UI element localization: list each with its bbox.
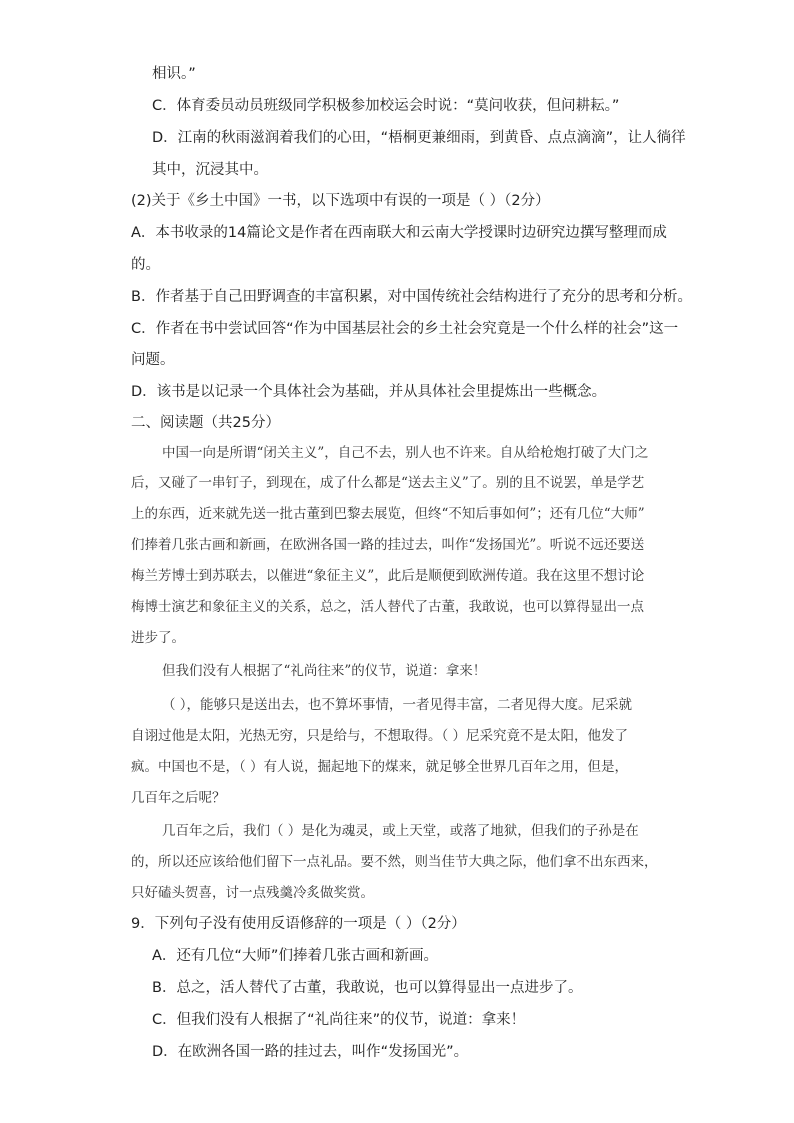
q9-option-a: A．还有几位“大师”们捧着几张古画和新画。 xyxy=(152,948,438,964)
passage-line: 疯。中国也不是，（ ）有人说，掘起地下的煤来，就足够全世界几百年之用，但是， xyxy=(131,759,629,775)
passage-line: 的，所以还应该给他们留下一点礼品。要不然，则当佳节大典之际，他们拿不出东西来， xyxy=(131,854,658,870)
passage-line: 但我们没有人根据了“礼尚往来”的仪节，说道：拿来！ xyxy=(162,663,487,679)
q2-option-b: B．作者基于自己田野调查的丰富积累，对中国传统社会结构进行了充分的思考和分析。 xyxy=(131,289,692,305)
option-c-prev-end: 相识。” xyxy=(152,66,196,82)
passage-line: 梅博士演艺和象征主义的关系，总之，活人替代了古董，我敢说，也可以算得显出一点 xyxy=(131,599,644,615)
question-2-stem: (2)关于《乡土中国》一书，以下选项中有误的一项是（ ）（2分） xyxy=(131,193,550,209)
passage-line: 们捧着几张古画和新画，在欧洲各国一路的挂过去，叫作“发扬国光”。听说不远还要送 xyxy=(131,537,645,553)
passage-line: 上的东西，近来就先送一批古董到巴黎去展览，但终“不知后事如何”；还有几位“大师” xyxy=(131,506,645,522)
passage-line: 梅兰芳博士到苏联去，以催进“象征主义”，此后是顺便到欧洲传道。我在这里不想讨论 xyxy=(131,568,645,584)
passage-line: 几百年之后，我们（ ）是化为魂灵，或上天堂，或落了地狱，但我们的子孙是在 xyxy=(162,823,639,839)
option-c: C．体育委员动员班级同学积极参加校运会时说：“莫问收获，但问耕耘。” xyxy=(152,98,620,114)
option-d-line1: D．江南的秋雨滋润着我们的心田，“梧桐更兼细雨，到黄昏、点点滴滴”，让人徜徉 xyxy=(152,130,686,146)
q2-option-a-line2: 的。 xyxy=(131,257,160,273)
passage-line: （ ），能够只是送出去，也不算坏事情，一者见得丰富，二者见得大度。尼采就 xyxy=(162,697,633,713)
q2-option-c-line2: 问题。 xyxy=(131,352,175,368)
q9-option-b: B．总之，活人替代了古董，我敢说，也可以算得显出一点进步了。 xyxy=(152,980,583,996)
q9-option-c: C．但我们没有人根据了“礼尚往来”的仪节，说道：拿来！ xyxy=(152,1012,526,1028)
q9-option-d: D．在欧洲各国一路的挂过去，叫作“发扬国光”。 xyxy=(152,1044,469,1060)
passage-line: 后，又碰了一串钉子，到现在，成了什么都是“送去主义”了。别的且不说罢，单是学艺 xyxy=(131,475,645,491)
option-d-line2: 其中，沉浸其中。 xyxy=(152,162,268,178)
passage-line: 自诩过他是太阳，光热无穷，只是给与，不想取得。（ ）尼采究竟不是太阳，他发了 xyxy=(131,728,629,744)
passage-line: 进步了。 xyxy=(131,630,185,646)
passage-line: 几百年之后呢？ xyxy=(131,790,226,806)
q2-option-c-line1: C．作者在书中尝试回答“作为中国基层社会的乡土社会究竟是一个什么样的社会”这一 xyxy=(131,321,679,337)
passage-line: 中国一向是所谓“闭关主义”，自己不去，别人也不许来。自从给枪炮打破了大门之 xyxy=(162,445,649,461)
section-heading-reading: 二、阅读题（共25分） xyxy=(131,415,280,431)
passage-line: 只好磕头贺喜，讨一点残羹冷炙做奖赏。 xyxy=(131,885,374,901)
q2-option-a-line1: A．本书收录的14篇论文是作者在西南联大和云南大学授课时边研究边撰写整理而成 xyxy=(131,225,667,241)
q2-option-d: D．该书是以记录一个具体社会为基础，并从具体社会里提炼出一些概念。 xyxy=(131,384,607,400)
question-9-stem: 9．下列句子没有使用反语修辞的一项是（ ）（2分） xyxy=(131,916,466,932)
